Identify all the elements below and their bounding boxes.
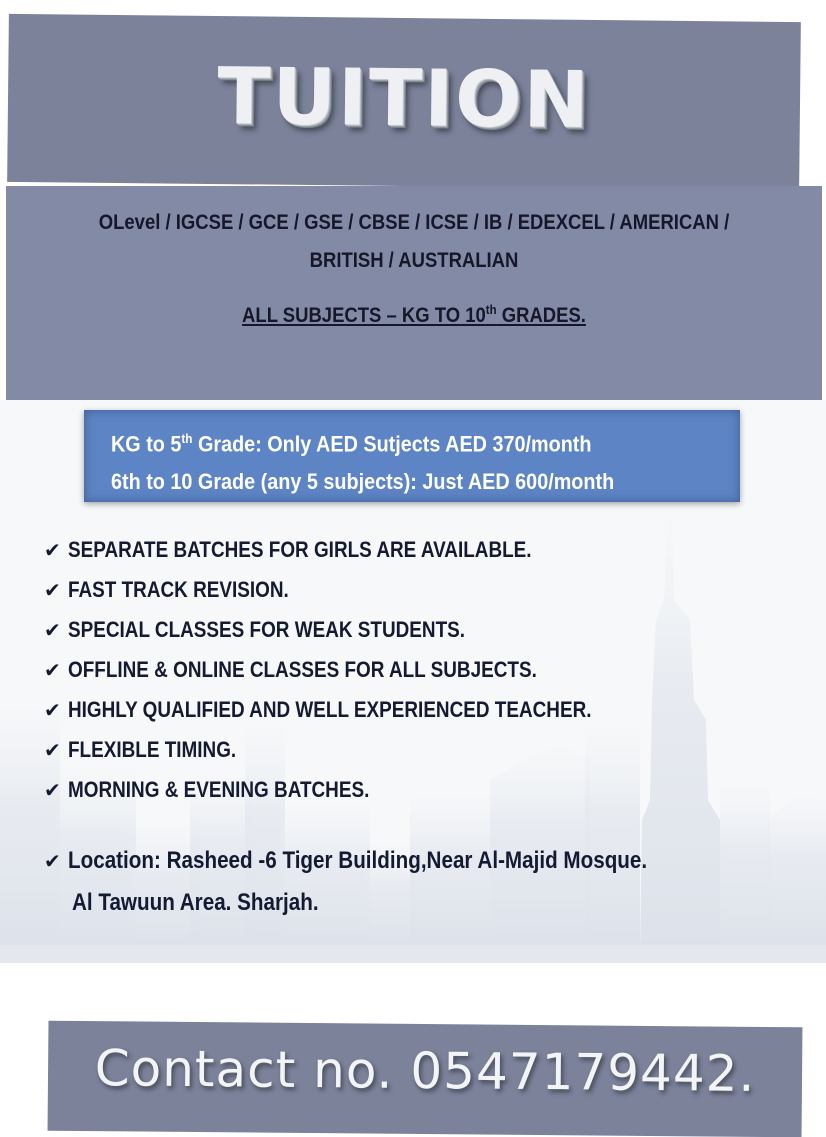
price-line-6-10: 6th to 10 Grade (any 5 subjects): Just AED 600/month	[111, 469, 615, 495]
subjects-prefix: ALL SUBJECTS – KG TO 10	[242, 304, 486, 327]
check-mark-icon: ✔	[44, 738, 61, 762]
feature-text: SEPARATE BATCHES FOR GIRLS ARE AVAILABLE.	[68, 537, 532, 562]
location-line-1	[44, 840, 814, 882]
page-title: TUITION	[216, 52, 592, 146]
feature-text: OFFLINE & ONLINE CLASSES FOR ALL SUBJECTS.	[68, 657, 537, 682]
list-item	[44, 690, 804, 730]
feature-text: SPECIAL CLASSES FOR WEAK STUDENTS.	[68, 617, 466, 642]
list-item	[44, 610, 804, 650]
contact-number: Contact no. 0547179442.	[94, 1039, 756, 1103]
curricula-box	[6, 186, 822, 400]
check-mark-icon: ✔	[44, 578, 61, 602]
subjects-grades-line	[55, 302, 773, 328]
list-item	[44, 530, 804, 570]
check-mark-icon: ✔	[44, 658, 61, 682]
feature-text: FAST TRACK REVISION.	[68, 577, 289, 602]
curricula-line-1: OLevel / IGCSE / GCE / GSE / CBSE / ICSE / IB / EDEXCEL / AMERICAN /	[98, 211, 730, 234]
check-mark-icon: ✔	[44, 538, 61, 562]
location-line-2	[44, 882, 814, 924]
pricing-box	[84, 410, 740, 502]
title-banner	[7, 14, 801, 190]
feature-list	[44, 530, 804, 810]
subjects-sup: th	[485, 302, 497, 317]
price-line-kg-5	[84, 420, 674, 463]
check-mark-icon: ✔	[44, 618, 61, 642]
feature-text: FLEXIBLE TIMING.	[68, 737, 237, 762]
list-item	[44, 730, 804, 770]
check-mark-icon: ✔	[44, 698, 61, 722]
feature-text: HIGHLY QUALIFIED AND WELL EXPERIENCED TEACHER.	[68, 697, 592, 722]
price-line-1-sup: th	[181, 431, 193, 446]
contact-banner	[48, 1021, 803, 1137]
check-mark-icon: ✔	[44, 778, 61, 802]
location-area-text: Al Tawuun Area. Sharjah.	[72, 889, 319, 916]
price-line-1-prefix: KG to 5	[111, 431, 182, 457]
price-line-1-suffix: Grade: Only AED Sutjects AED 370/month	[192, 431, 592, 457]
curricula-line-2: BRITISH / AUSTRALIAN	[309, 249, 519, 272]
subjects-suffix: GRADES.	[496, 304, 586, 327]
location-block	[44, 840, 814, 924]
location-text: Location: Rasheed -6 Tiger Building,Near Al-Majid Mosque.	[68, 847, 648, 874]
feature-text: MORNING & EVENING BATCHES.	[68, 777, 370, 802]
list-item	[44, 570, 804, 610]
check-mark-icon: ✔	[44, 849, 61, 873]
list-item	[44, 770, 804, 810]
list-item	[44, 650, 804, 690]
